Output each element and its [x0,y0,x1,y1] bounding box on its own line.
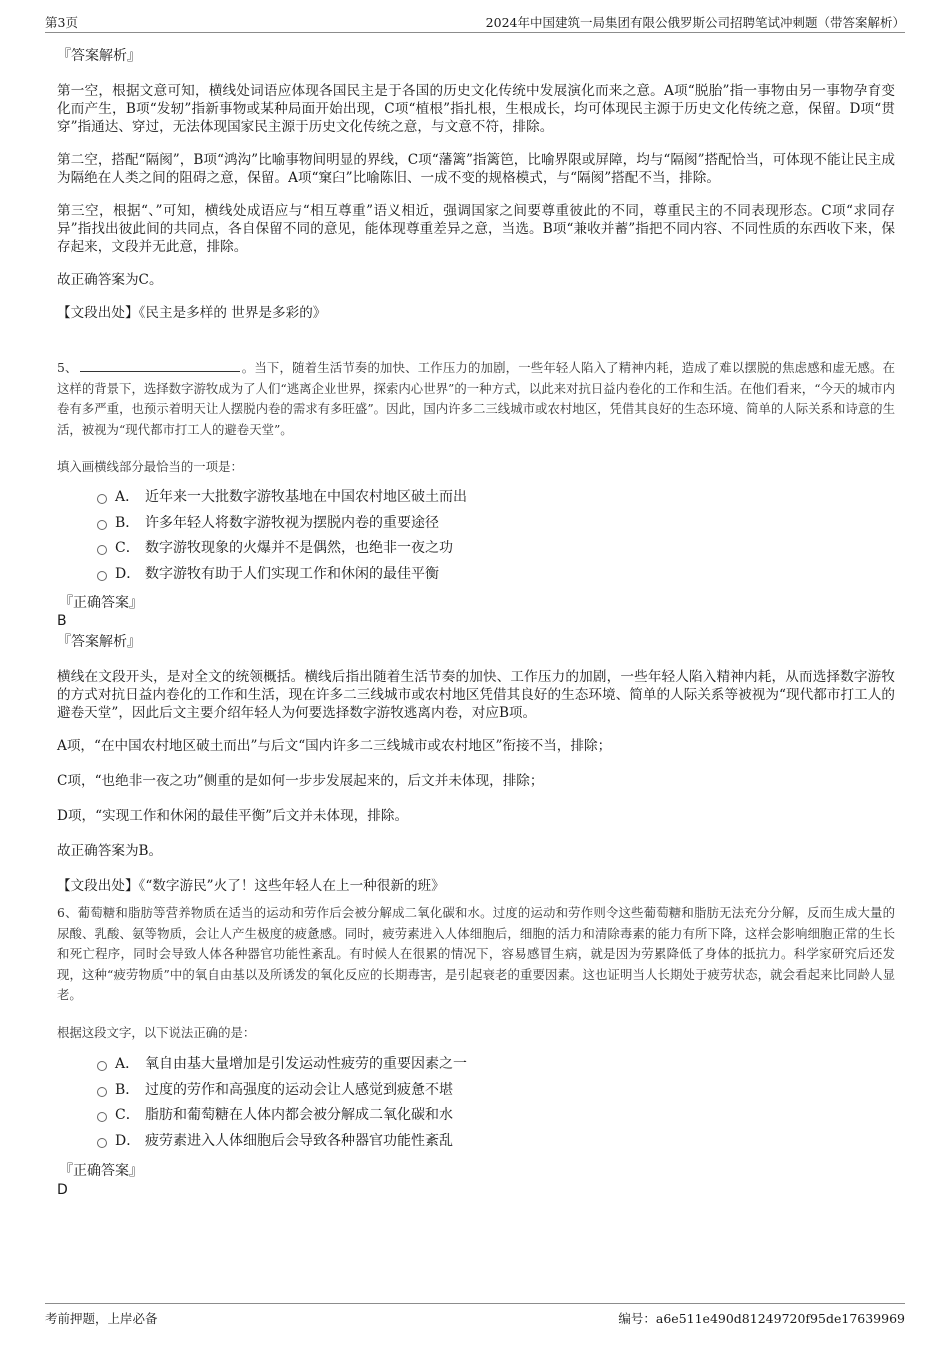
option-a[interactable]: A． 近年来一大批数字游牧基地在中国农村地区破土而出 [97,486,467,512]
option-c[interactable]: C． 数字游牧现象的火爆并不是偶然，也绝非一夜之功 [97,537,467,563]
analysis-paragraph: 第三空，根据“、”可知，横线处成语应与“相互尊重”语义相近，强调国家之间要尊重彼此的不同，尊重民主的不同表现形态。C项“求同存异”指找出彼此间的共同点，各自保留不同的意见，能体现尊重差异之意，当选。B项“兼收并蓄”指把不同内容、不同性质的东西收下来，保存起来，文段并无此意，排除。 [57,203,895,255]
correct-answer-label: 『正确答案』 [59,595,143,611]
radio-button[interactable] [97,545,107,555]
analysis-paragraph: 横线在文段开头，是对全文的统领概括。横线后指出随着生活节奏的加快、工作压力的加剧，一些年轻人陷入精神内耗，从而选择数字游牧的方式对抗日益内卷化的工作和生活，现在许多二三线城市或农村地区凭借其良好的生态环境、简单的人际关系等被视为“现代都市打工人的避卷天堂”，因此后文主要介绍年轻人为何要选择数字游牧逃离内卷，对应B项。 [57,669,895,721]
source-citation: 【文段出处】《“数字游民”火了！这些年轻人在上一种很新的班》 [57,878,445,894]
option-a[interactable]: A． 氧自由基大量增加是引发运动性疲劳的重要因素之一 [97,1053,467,1079]
q5-analysis [57,632,895,910]
analysis-paragraph: 第一空，根据文意可知，横线处词语应体现各国民主是于各国的历史文化传统中发展演化而来之意。A项“脱胎”指一事物由另一事物孕育变化而产生，B项“发轫”指新事物或某种局面开始出现，C项“植根”指扎根，生根成长，均可体现民主源于历史文化传统之意，保留。D项“贯穿”指通达、穿过，无法体现国家民主源于历史文化传统之意，与文意不符，排除。 [57,83,895,135]
document-title: 2024年中国建筑一局集团有限公俄罗斯公司招聘笔试冲刺题（带答案解析） [485,15,905,30]
radio-button[interactable] [97,1138,107,1148]
analysis-label: 『答案解析』 [57,48,141,64]
conclusion: 故正确答案为B。 [57,843,163,859]
question-number: 5、 [57,360,78,375]
radio-button[interactable] [97,1061,107,1071]
footer-slogan: 考前押题，上岸必备 [45,1311,158,1326]
analysis-paragraph: 第二空，搭配“隔阂”，B项“鸿沟”比喻事物间明显的界线，C项“藩篱”指篱笆，比喻界限或屏障，均与“隔阂”搭配恰当，可体现不能让民主成为隔绝在人类之间的阻碍之意，保留。A项“窠臼”比喻陈旧、一成不变的规格模式，与“隔阂”搭配不当，排除。 [57,152,895,186]
option-c[interactable]: C． 脂肪和葡萄糖在人体内都会被分解成二氧化碳和水 [97,1104,467,1130]
question-stem [57,358,895,440]
radio-button[interactable] [97,520,107,530]
correct-answer: B [57,613,67,629]
fill-blank [80,359,240,372]
analysis-paragraph: D项，“实现工作和休闲的最佳平衡”后文并未体现，排除。 [57,808,409,824]
page-header [45,12,905,33]
analysis-paragraph: A项，“在中国农村地区破土而出”与后文“国内许多二三线城市或农村地区”衔接不当，排除； [57,738,612,754]
correct-answer-label: 『正确答案』 [59,1163,143,1179]
page-number: 第3页 [45,15,78,30]
q6-options [97,1053,467,1155]
document-id: 编号：a6e511e490d81249720f95de17639969 [618,1311,905,1326]
radio-button[interactable] [97,1087,107,1097]
page-footer [45,1303,905,1328]
option-b[interactable]: B． 过度的劳作和高强度的运动会让人感觉到疲惫不堪 [97,1079,467,1105]
question-passage: 6、葡萄糖和脂肪等营养物质在适当的运动和劳作后会被分解成二氧化碳和水。过度的运动和劳作则令这些葡萄糖和脂肪无法充分分解，反而生成大量的尿酸、乳酸、氨等物质，会让人产生极度的疲惫感。同时，疲劳素进入人体细胞后，细胞的活力和清除毒素的能力有所下降，这样会影响细胞正常的生长和死亡程序，同时会导致人体各种器官功能性紊乱。有时候人在很累的情况下，容易感冒生病，就是因为劳累降低了身体的抵抗力。科学家研究后还发现，这种“疲劳物质”中的氧自由基以及所诱发的氧化反应的长期毒害，是引起衰老的重要因素。这也证明当人长期处于疲劳状态，就会看起来比同龄人显老。 [57,905,895,1002]
option-d[interactable]: D． 疲劳素进入人体细胞后会导致各种器官功能性紊乱 [97,1130,467,1156]
question-5 [57,358,895,476]
radio-button[interactable] [97,1112,107,1122]
conclusion: 故正确答案为C。 [57,272,163,288]
radio-button[interactable] [97,571,107,581]
correct-answer: D [57,1182,68,1198]
option-d[interactable]: D． 数字游牧有助于人们实现工作和休闲的最佳平衡 [97,563,467,589]
q4-analysis [57,46,895,352]
question-passage: 。当下，随着生活节奏的加快、工作压力的加剧，一些年轻人陷入了精神内耗，造成了难以摆脱的焦虑感和虚无感。在这样的背景下，选择数字游牧成为了人们“逃离企业世界，探索内心世界”的一种方式，以此来对抗日益内卷化的工作和生活。在他们看来，“今天的城市内卷有多严重，也预示着明天让人摆脱内卷的需求有多旺盛”。因此，国内许多二三线城市或农村地区，凭借其良好的生态环境、简单的人际关系和诗意的生活，被视为“现代都市打工人的避卷天堂”。 [57,360,895,437]
source-citation: 【文段出处】《民主是多样的 世界是多彩的》 [57,305,327,321]
question-prompt: 根据这段文字，以下说法正确的是： [57,1024,256,1040]
question-6 [57,903,895,1042]
q5-options [97,486,467,588]
radio-button[interactable] [97,494,107,504]
option-b[interactable]: B． 许多年轻人将数字游牧视为摆脱内卷的重要途径 [97,512,467,538]
analysis-label: 『答案解析』 [57,634,141,650]
analysis-paragraph: C项，“也绝非一夜之功”侧重的是如何一步步发展起来的，后文并未体现，排除； [57,773,544,789]
question-prompt: 填入画横线部分最恰当的一项是： [57,459,243,474]
